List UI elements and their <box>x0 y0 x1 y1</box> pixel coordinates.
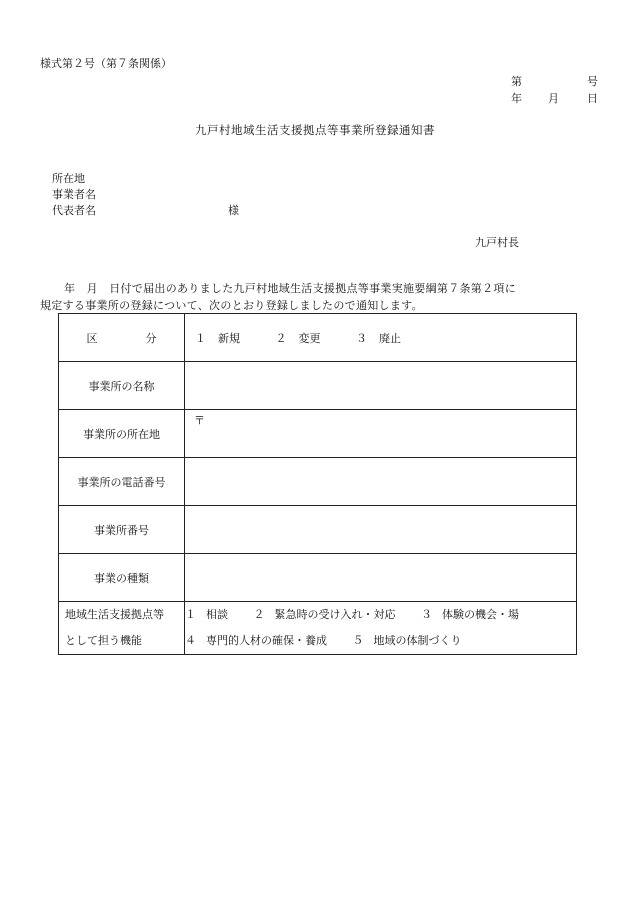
document-title: 九戸村地域生活支援拠点等事業所登録通知書 <box>195 123 435 137</box>
kubun-option[interactable]: ３ 廃止 <box>356 331 401 345</box>
body-line-2: 規定する事業所の登録について、次のとおり登録しましたので通知します。 <box>40 299 423 312</box>
business-name-label: 事業者名 <box>52 188 96 201</box>
representative-label: 代表者名 <box>52 204 96 217</box>
date-month: 月 <box>548 92 559 105</box>
function-option[interactable]: ２ 緊急時の受け入れ・対応 <box>253 608 396 621</box>
table-row <box>59 362 577 410</box>
date-year: 年 <box>511 92 522 105</box>
business-type-value[interactable] <box>185 554 577 602</box>
location-label: 所在地 <box>52 172 85 185</box>
business-name-value[interactable] <box>185 362 577 410</box>
kubun-option[interactable]: １ 新規 <box>195 331 240 345</box>
kubun-options-cell[interactable] <box>185 314 577 362</box>
business-number-value[interactable] <box>185 506 577 554</box>
function-option[interactable]: ３ 体験の機会・場 <box>421 608 519 621</box>
row-label: 事業所の名称 <box>59 362 185 410</box>
kubun-label-cell <box>59 314 185 362</box>
table-row <box>59 602 577 655</box>
row-label: 事業の種類 <box>59 554 185 602</box>
function-options-cell[interactable] <box>185 602 577 655</box>
form-number: 様式第２号（第７条関係） <box>40 57 172 70</box>
function-option[interactable]: １ 相談 <box>185 608 228 621</box>
table-row <box>59 458 577 506</box>
row-label: 事業所の所在地 <box>59 410 185 458</box>
table-row <box>59 554 577 602</box>
kubun-option[interactable]: ２ 変更 <box>275 331 321 345</box>
row-label: 事業所番号 <box>59 506 185 554</box>
postal-mark: 〒 <box>194 414 205 427</box>
function-option[interactable]: ４ 専門的人材の確保・養成 <box>185 634 327 647</box>
function-label-cell <box>59 602 185 655</box>
function-label-line-1: 地域生活支援拠点等 <box>65 608 164 621</box>
kubun-label-a: 区 <box>86 331 98 345</box>
body-text <box>40 280 600 314</box>
function-label-line-2: として担う機能 <box>65 634 142 647</box>
row-label: 事業所の電話番号 <box>59 458 185 506</box>
phone-number-value[interactable] <box>185 458 577 506</box>
issuer: 九戸村長 <box>475 236 519 249</box>
body-line-1: 年 月 日付で届出のありました九戸村地域生活支援拠点等事業実施要綱第７条第２項に <box>64 282 516 295</box>
registration-table <box>58 313 577 655</box>
document-number-go: 号 <box>587 75 598 88</box>
document-number-dai: 第 <box>511 75 522 88</box>
business-address-value[interactable] <box>185 410 577 458</box>
honorific: 様 <box>228 204 239 217</box>
table-row <box>59 506 577 554</box>
table-row <box>59 410 577 458</box>
function-option[interactable]: ５ 地域の体制づくり <box>352 634 462 647</box>
kubun-label-b: 分 <box>145 331 157 345</box>
date-day: 日 <box>587 92 598 105</box>
table-row <box>59 314 577 362</box>
